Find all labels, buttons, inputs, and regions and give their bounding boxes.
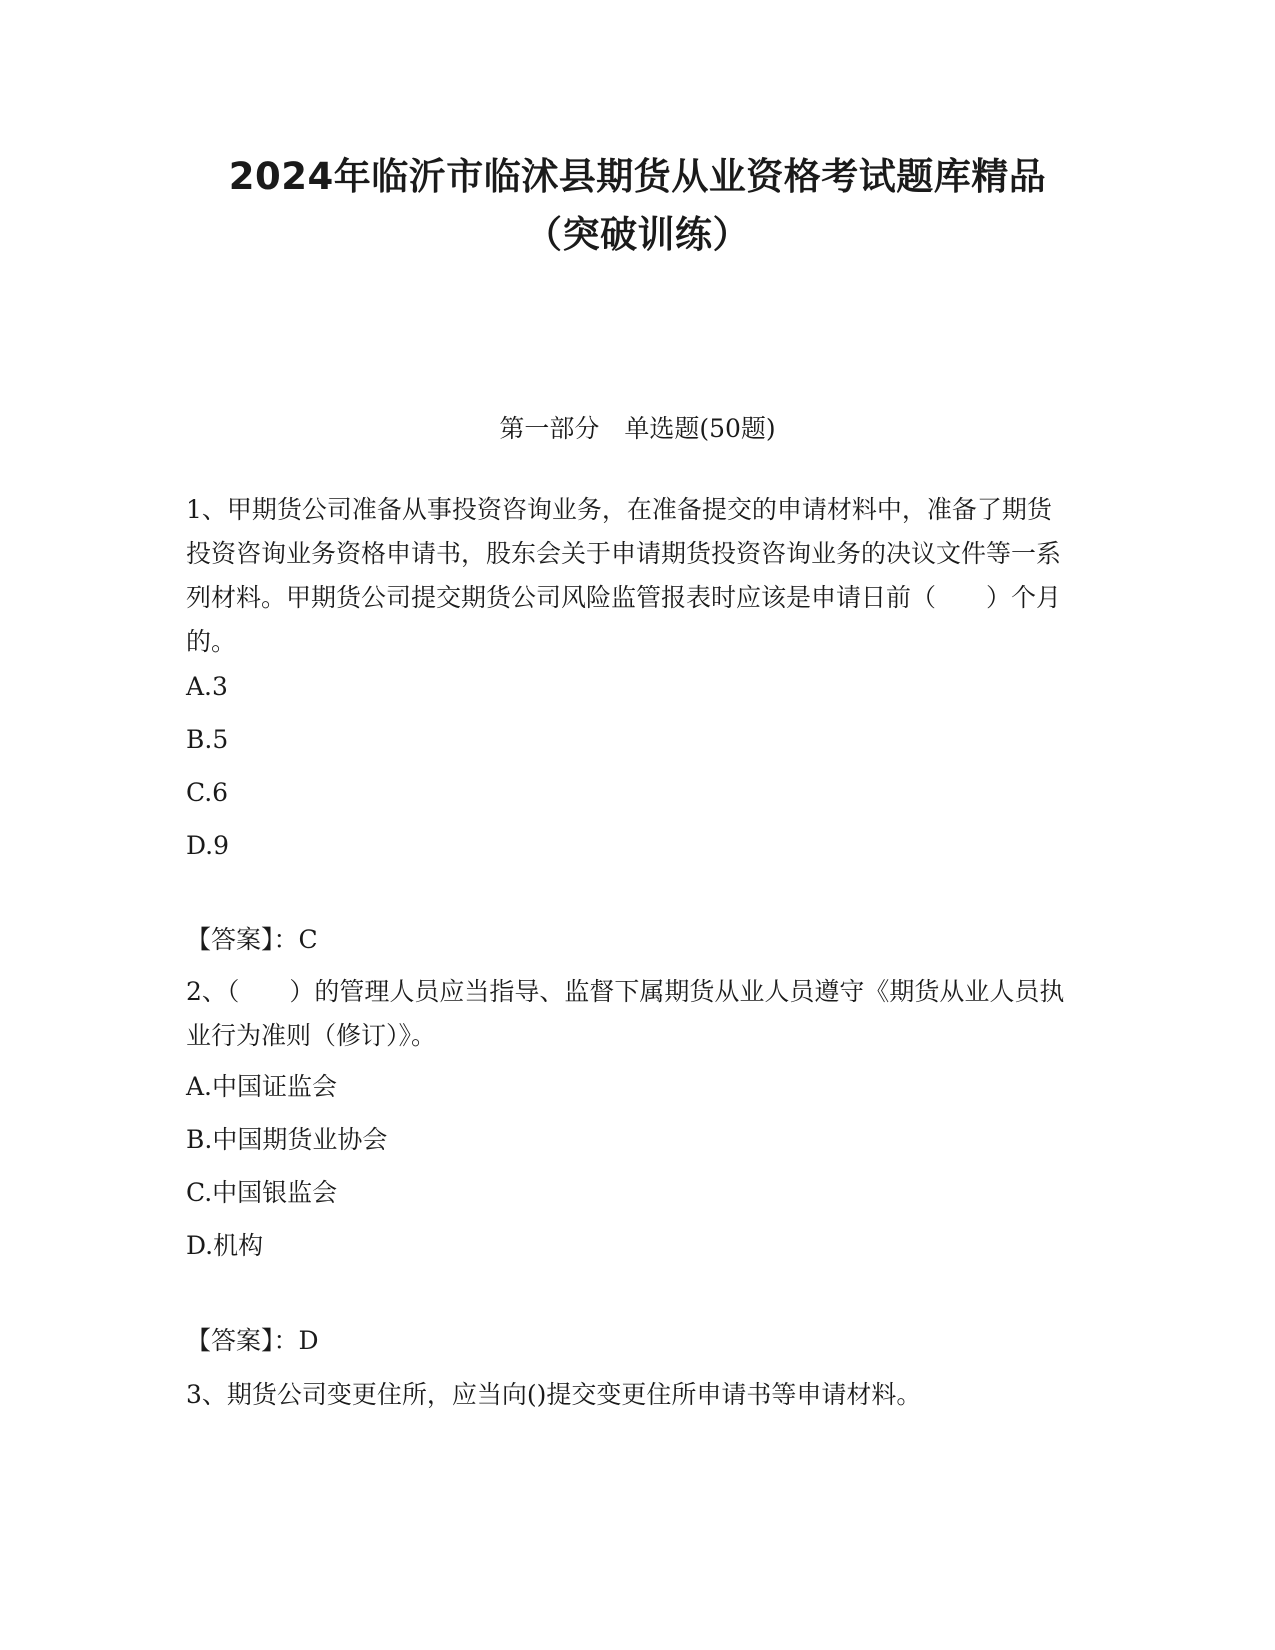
section-title: 第一部分 单选题(50题) xyxy=(499,414,776,443)
question-1-option-c xyxy=(186,776,1076,810)
option-text: B.5 xyxy=(186,725,229,754)
title-line-1: 2024年临沂市临沭县期货从业资格考试题库精品 xyxy=(228,155,1047,198)
question-2-answer xyxy=(186,1324,1076,1358)
option-text: A.中国证监会 xyxy=(186,1072,338,1101)
document-title xyxy=(180,148,1095,264)
question-1-option-b xyxy=(186,723,1076,757)
answer-text: 【答案】：D xyxy=(186,1326,319,1355)
question-1-answer xyxy=(186,923,1076,957)
question-1 xyxy=(186,488,1076,664)
question-3-text: 3、期货公司变更住所，应当向()提交变更住所申请书等申请材料。 xyxy=(186,1380,922,1409)
title-line-2: （突破训练） xyxy=(525,213,750,256)
option-text: C.6 xyxy=(186,778,229,807)
question-2-option-c xyxy=(186,1176,1076,1210)
question-1-option-a xyxy=(186,670,1076,704)
question-1-text: 1、甲期货公司准备从事投资咨询业务，在准备提交的申请材料中，准备了期货投资咨询业务资格申请书，股东会关于申请期货投资咨询业务的决议文件等一系列材料。甲期货公司提交期货公司风险监管报表时应该是申请日前（ ）个月的。 xyxy=(186,495,1062,656)
question-2 xyxy=(186,970,1076,1058)
option-text: C.中国银监会 xyxy=(186,1178,338,1207)
option-text: D.机构 xyxy=(186,1231,264,1260)
question-2-option-a xyxy=(186,1070,1076,1104)
question-3 xyxy=(186,1373,1076,1417)
question-1-option-d xyxy=(186,829,1076,863)
question-2-option-b xyxy=(186,1123,1076,1157)
question-2-option-d xyxy=(186,1229,1076,1263)
option-text: B.中国期货业协会 xyxy=(186,1125,388,1154)
answer-text: 【答案】：C xyxy=(186,925,318,954)
question-2-text: 2、（ ）的管理人员应当指导、监督下属期货从业人员遵守《期货从业人员执业行为准则（修订）》。 xyxy=(186,977,1065,1050)
option-text: A.3 xyxy=(186,672,228,701)
option-text: D.9 xyxy=(186,831,230,860)
